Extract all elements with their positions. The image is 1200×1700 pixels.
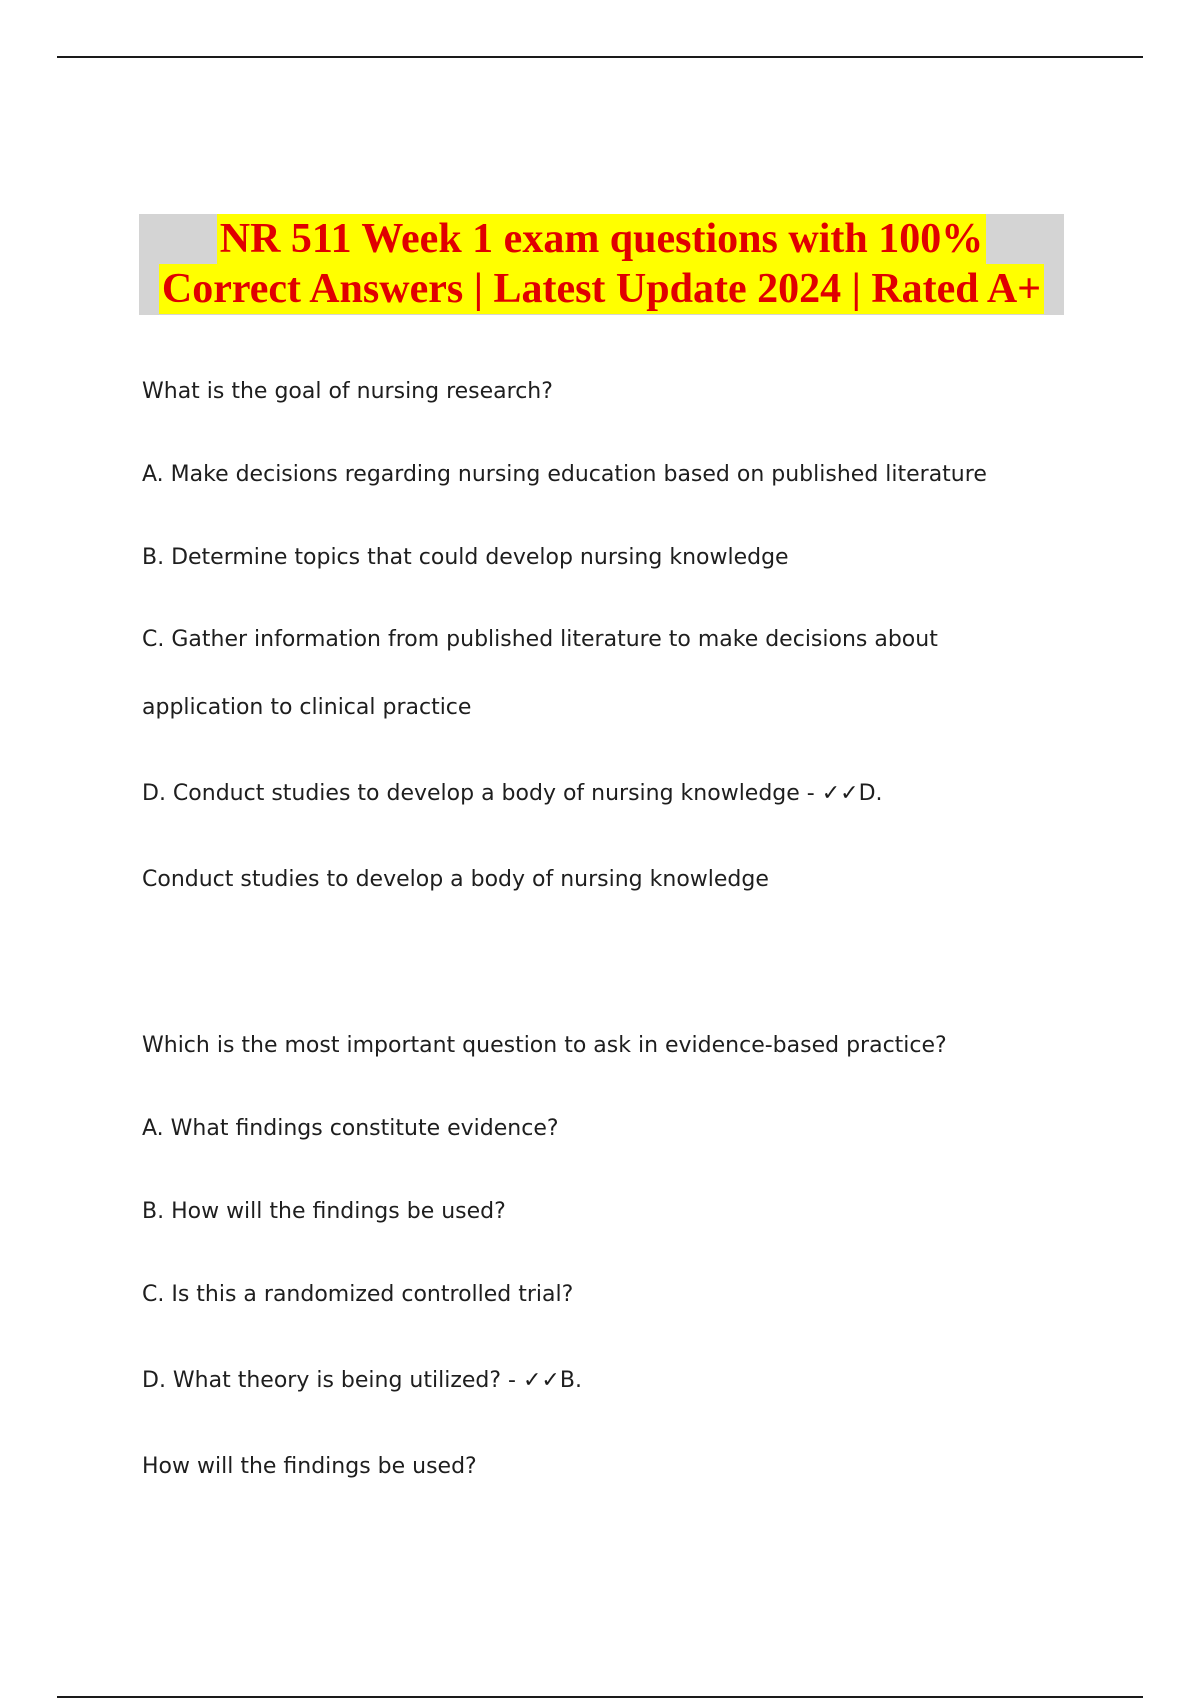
footer-rule [57,1696,1143,1698]
document-title [139,214,1064,315]
question-1-option-b: B. Determine topics that could develop nursing knowledge [142,545,789,570]
question-2: Which is the most important question to ask in evidence-based practice? [142,1033,947,1058]
question-2-option-c: C. Is this a randomized controlled trial? [142,1282,574,1307]
question-1-option-d: D. Conduct studies to develop a body of nursing knowledge - ✓✓D. [142,781,883,806]
question-1-answer: Conduct studies to develop a body of nursing knowledge [142,867,769,892]
question-1-option-a: A. Make decisions regarding nursing education based on published literature [142,462,987,487]
title-line-2: Correct Answers | Latest Update 2024 | Rated A+ [159,264,1044,314]
question-1: What is the goal of nursing research? [142,379,553,404]
question-1-option-c-continued: application to clinical practice [142,695,472,720]
question-2-answer: How will the findings be used? [142,1454,477,1479]
title-line-1: NR 511 Week 1 exam questions with 100% [217,214,986,264]
question-2-option-a: A. What findings constitute evidence? [142,1116,559,1141]
question-2-option-b: B. How will the findings be used? [142,1199,506,1224]
question-2-option-d: D. What theory is being utilized? - ✓✓B. [142,1368,582,1393]
question-1-option-c: C. Gather information from published literature to make decisions about [142,627,938,652]
header-rule [57,56,1143,58]
